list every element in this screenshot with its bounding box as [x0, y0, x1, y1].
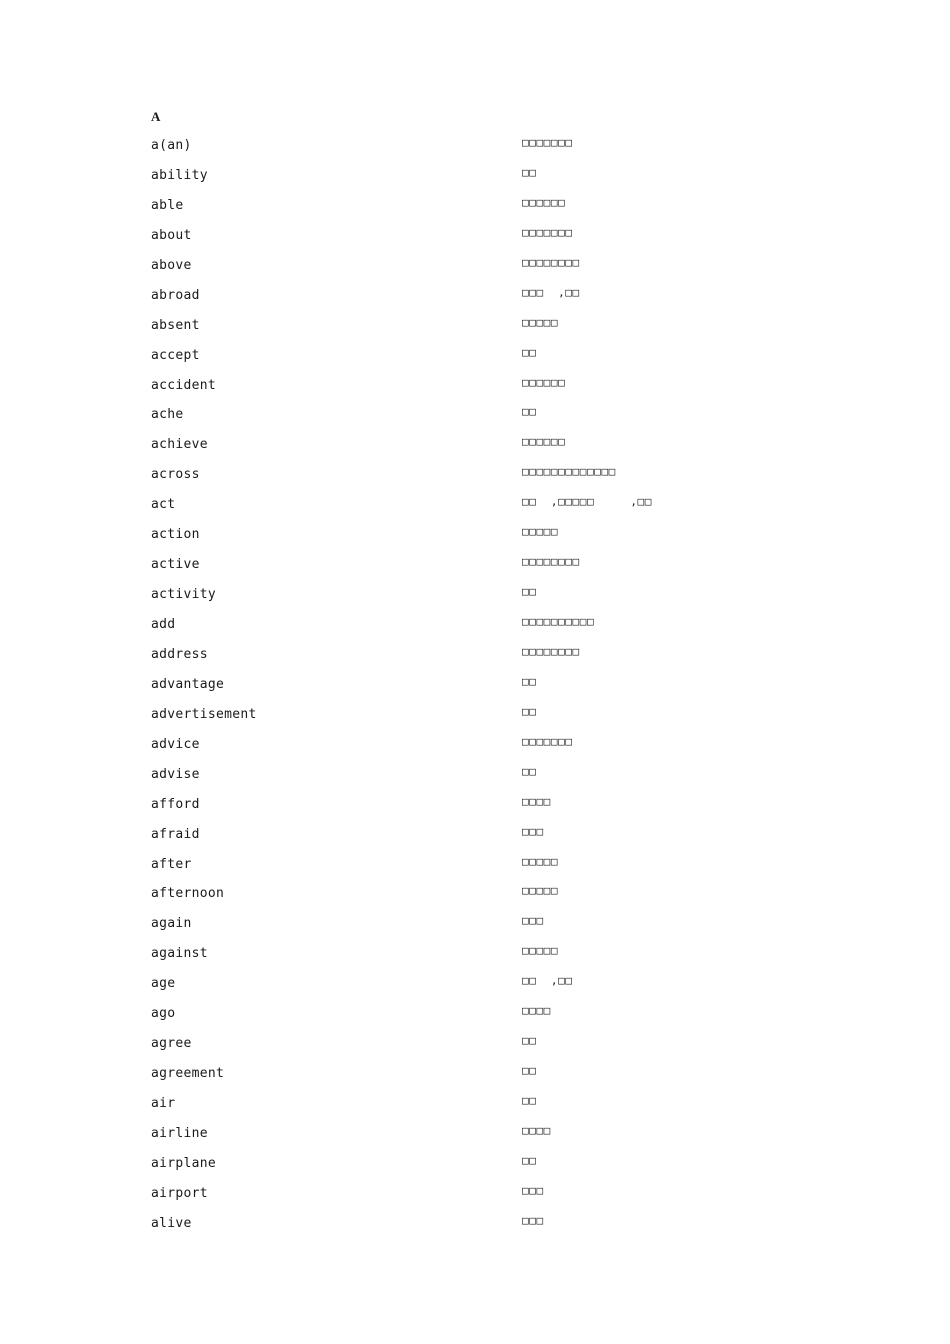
headword: activity: [151, 587, 217, 603]
headword: air: [151, 1096, 176, 1111]
headword: advertisement: [151, 706, 257, 722]
headword: agree: [151, 1036, 192, 1052]
list-item: [151, 317, 711, 347]
list-item: [151, 257, 711, 287]
headword: abroad: [151, 287, 200, 303]
list-item: [151, 406, 711, 436]
headword: accept: [151, 347, 200, 363]
list-item: [151, 466, 711, 496]
headword: able: [151, 197, 184, 213]
headword: advise: [151, 766, 200, 782]
headword: about: [151, 227, 192, 243]
definition: □□□□: [522, 794, 551, 808]
section-heading: A: [151, 109, 161, 124]
definition: □□□□□□□□: [522, 555, 580, 569]
definition: □□: [522, 1153, 537, 1167]
definition: □□ ,□□□□□ ,□□: [522, 495, 653, 509]
headword: age: [151, 976, 176, 992]
list-item: [151, 496, 711, 526]
headword: alive: [151, 1215, 192, 1231]
definition: □□□□□□□: [522, 136, 573, 149]
list-item: [151, 975, 711, 1005]
headword: ability: [151, 167, 208, 183]
list-item: [151, 826, 711, 856]
list-item: [151, 885, 711, 915]
list-item: [151, 1095, 711, 1125]
definition: □□□□□: [522, 525, 559, 539]
headword: against: [151, 946, 208, 962]
headword: action: [151, 527, 200, 543]
definition: □□□□□□: [522, 195, 566, 209]
list-item: [151, 1065, 711, 1095]
headword: afraid: [151, 826, 200, 842]
list-item: [151, 436, 711, 466]
headword: airport: [151, 1185, 208, 1201]
headword: across: [151, 467, 200, 483]
list-item: [151, 137, 711, 167]
definition: □□□□□: [522, 884, 559, 898]
list-item: [151, 945, 711, 975]
definition: □□□□□: [522, 944, 559, 958]
headword: after: [151, 856, 192, 872]
headword: add: [151, 617, 176, 632]
headword: advantage: [151, 676, 225, 692]
list-item: [151, 796, 711, 826]
definition: □□: [522, 674, 537, 688]
definition: □□ ,□□: [522, 974, 573, 988]
definition: □□□□□: [522, 854, 559, 868]
headword: ago: [151, 1006, 176, 1022]
headword: afford: [151, 796, 200, 812]
definition: □□: [522, 1034, 537, 1048]
definition: □□□□: [522, 1004, 551, 1018]
definition: □□□□□□: [522, 435, 566, 449]
list-item: [151, 736, 711, 766]
headword: accident: [151, 377, 217, 393]
definition: □□□: [522, 1183, 544, 1197]
definition: □□□ ,□□: [522, 285, 580, 299]
list-item: [151, 586, 711, 616]
list-item: [151, 1155, 711, 1185]
headword: above: [151, 257, 192, 273]
definition: □□: [522, 1064, 537, 1078]
definition: □□: [522, 405, 537, 419]
headword: address: [151, 646, 208, 662]
list-item: [151, 167, 711, 197]
vocabulary-list: [151, 137, 711, 1245]
headword: act: [151, 497, 176, 513]
headword: airplane: [151, 1155, 217, 1171]
definition: □□□□□□□□□□: [522, 615, 595, 628]
headword: agreement: [151, 1066, 225, 1082]
list-item: [151, 556, 711, 586]
list-item: [151, 616, 711, 646]
headword: active: [151, 557, 200, 573]
definition: □□: [522, 764, 537, 778]
list-item: [151, 766, 711, 796]
list-item: [151, 377, 711, 407]
list-item: [151, 287, 711, 317]
list-item: [151, 526, 711, 556]
definition: □□□□□□□: [522, 734, 573, 748]
headword: again: [151, 916, 192, 932]
definition: □□: [522, 1094, 537, 1107]
headword: ache: [151, 407, 184, 423]
headword: a(an): [151, 138, 192, 153]
definition: □□: [522, 165, 537, 179]
headword: achieve: [151, 437, 208, 453]
list-item: [151, 1215, 711, 1245]
list-item: [151, 197, 711, 227]
headword: airline: [151, 1125, 208, 1141]
definition: □□□□□□□: [522, 225, 573, 239]
definition: □□□: [522, 1213, 544, 1227]
list-item: [151, 676, 711, 706]
definition: □□□□□□□□: [522, 255, 580, 269]
list-item: [151, 706, 711, 736]
definition: □□□□□□: [522, 375, 566, 389]
definition: □□: [522, 345, 537, 359]
list-item: [151, 646, 711, 676]
list-item: [151, 347, 711, 377]
definition: □□□: [522, 914, 544, 928]
list-item: [151, 1005, 711, 1035]
definition: □□□□□□□□□□□□□: [522, 465, 616, 479]
headword: advice: [151, 736, 200, 752]
headword: afternoon: [151, 886, 225, 902]
headword: absent: [151, 317, 200, 333]
definition: □□□□: [522, 1123, 551, 1137]
definition: □□□□□□□□: [522, 644, 580, 658]
list-item: [151, 1185, 711, 1215]
list-item: [151, 1035, 711, 1065]
definition: □□: [522, 704, 537, 718]
list-item: [151, 227, 711, 257]
definition: □□: [522, 585, 537, 599]
definition: □□□□□: [522, 315, 559, 329]
list-item: [151, 915, 711, 945]
list-item: [151, 1125, 711, 1155]
list-item: [151, 856, 711, 886]
definition: □□□: [522, 824, 544, 838]
